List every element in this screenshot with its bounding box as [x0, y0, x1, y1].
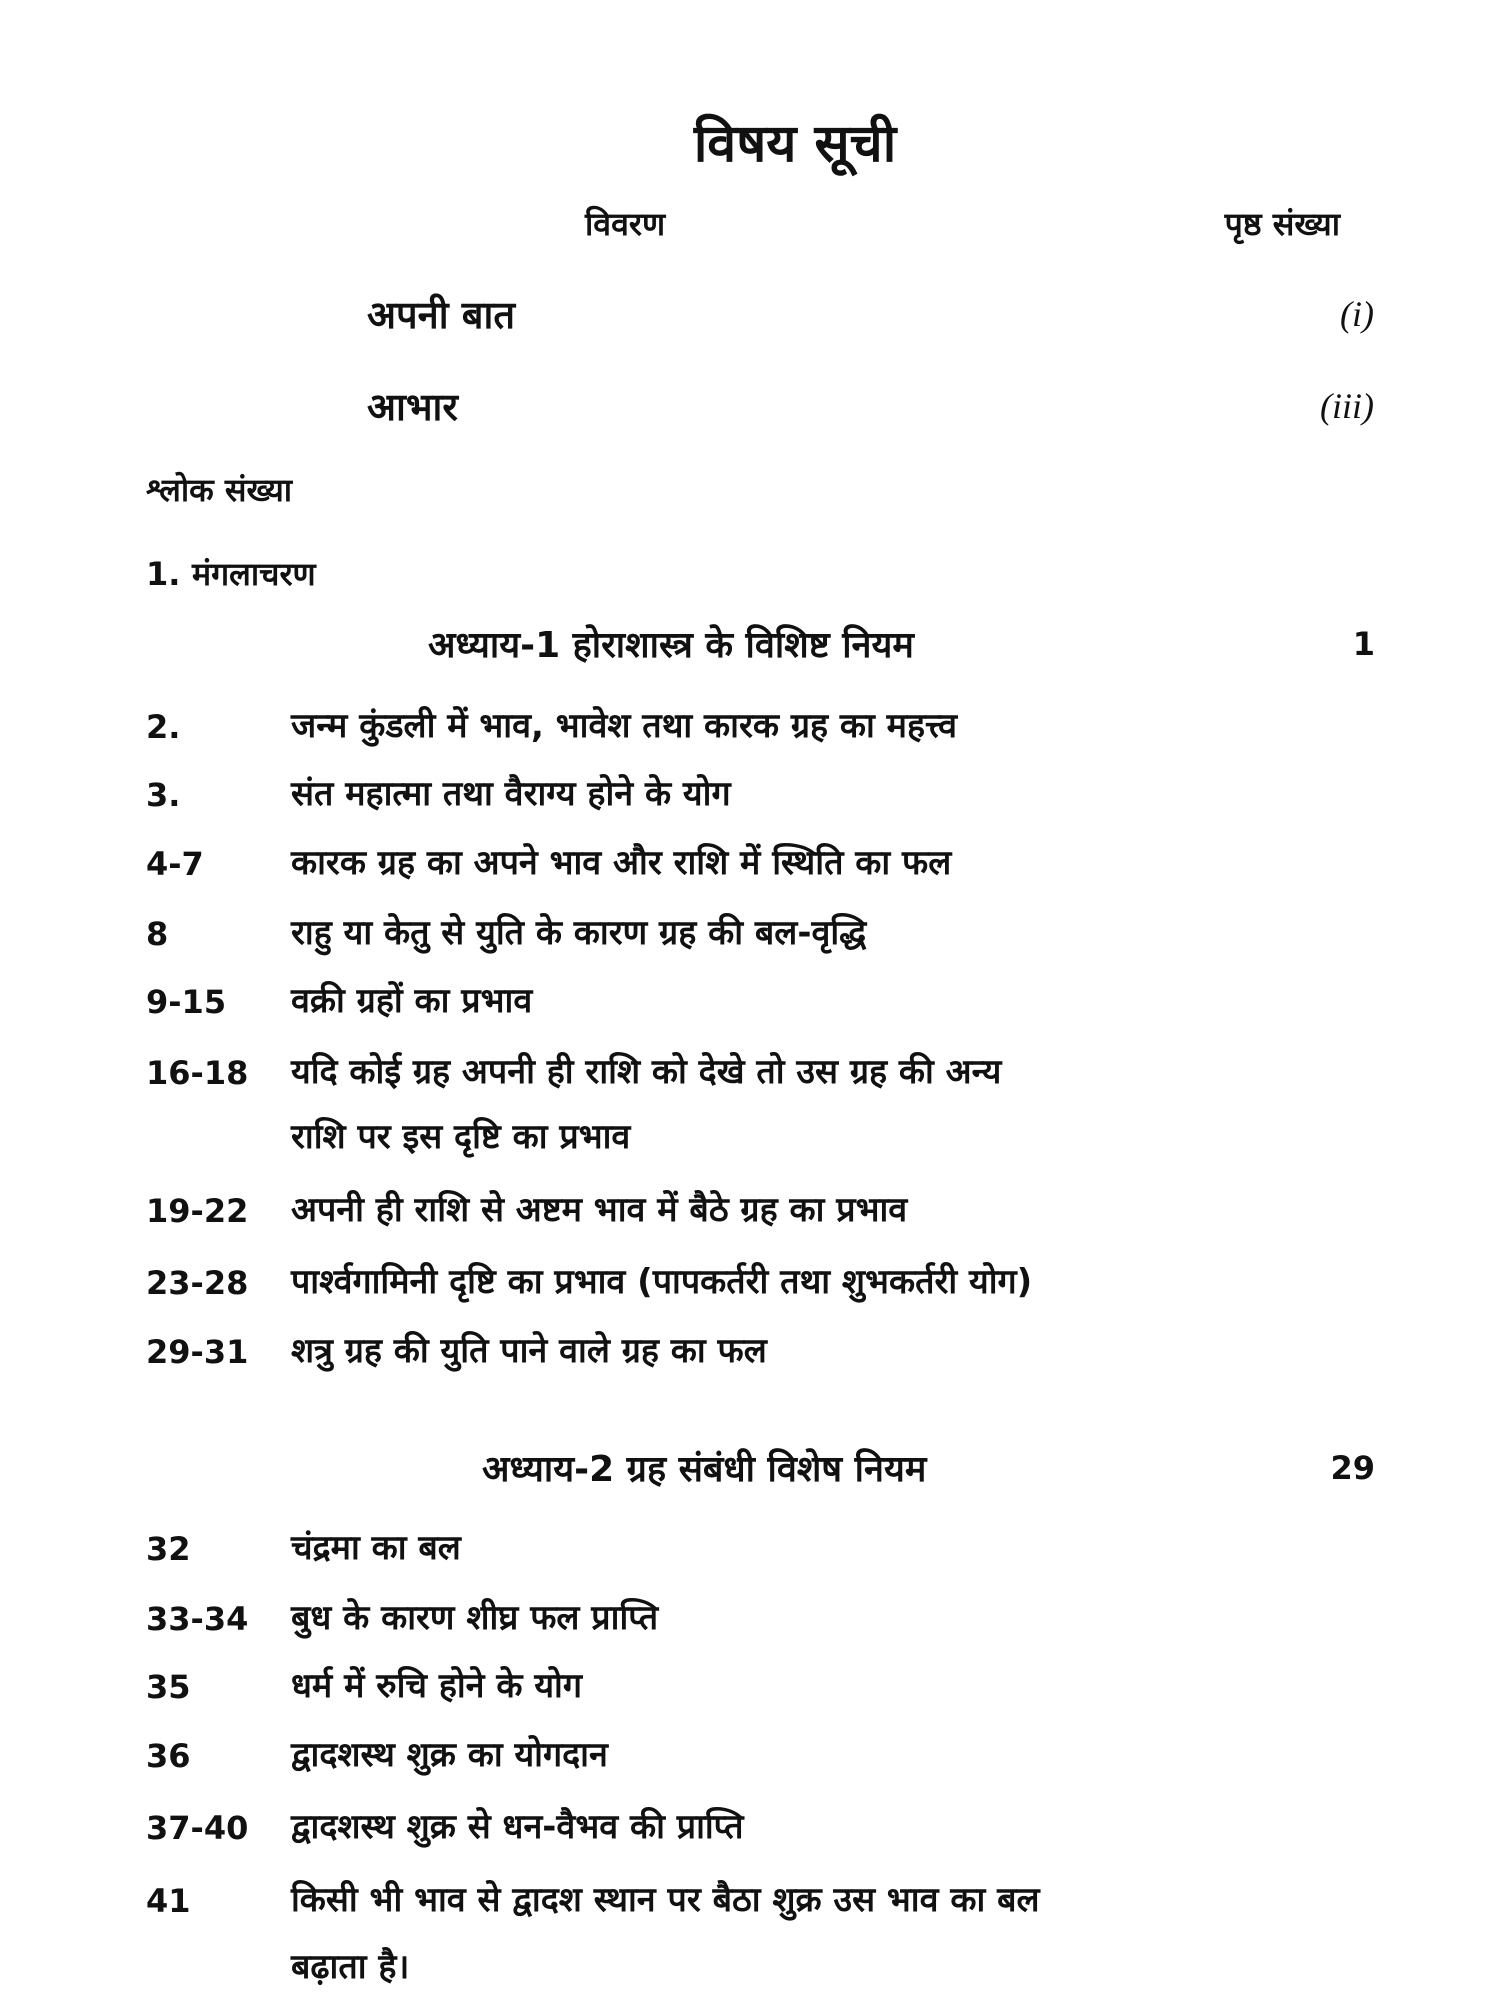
entry-text: राहु या केतु से युति के कारण ग्रह की बल-वृद्धि: [291, 913, 867, 953]
entry-text: शत्रु ग्रह की युति पाने वाले ग्रह का फल: [291, 1331, 767, 1371]
entry-number: 4-7: [146, 845, 204, 883]
entry-text: चंद्रमा का बल: [291, 1528, 461, 1568]
entry-number: 16-18: [146, 1054, 249, 1092]
header-page-number: पृष्ठ संख्या: [1224, 205, 1340, 243]
entry-number: 37-40: [146, 1809, 249, 1847]
entry-text-continued: बढ़ाता है।: [291, 1947, 410, 1987]
entry-text: द्वादशस्थ शुक्र से धन-वैभव की प्राप्ति: [291, 1807, 744, 1847]
entry-text: जन्म कुंडली में भाव, भावेश तथा कारक ग्रह का महत्त्व: [291, 706, 958, 746]
entry-number: 29-31: [146, 1333, 249, 1371]
entry-page: (iii): [1320, 386, 1374, 426]
entry-text: वक्री ग्रहों का प्रभाव: [291, 981, 533, 1021]
chapter-page: 1: [1352, 625, 1375, 663]
entry-number: 32: [146, 1530, 191, 1568]
entry-text: किसी भी भाव से द्वादश स्थान पर बैठा शुक्र उस भाव का बल: [291, 1880, 1040, 1920]
entry-text: द्वादशस्थ शुक्र का योगदान: [291, 1735, 608, 1775]
entry-page: (i): [1340, 294, 1374, 334]
entry-number: 33-34: [146, 1600, 249, 1638]
entry-number: 1.: [146, 555, 181, 593]
entry-text: आभार: [367, 385, 458, 429]
entry-text: पार्श्वगामिनी दृष्टि का प्रभाव (पापकर्तरी तथा शुभकर्तरी योग): [291, 1262, 1033, 1302]
entry-text-continued: राशि पर इस दृष्टि का प्रभाव: [291, 1117, 631, 1157]
entry-text: बुध के कारण शीघ्र फल प्राप्ति: [291, 1598, 659, 1638]
entry-text: अपनी ही राशि से अष्टम भाव में बैठे ग्रह का प्रभाव: [291, 1190, 908, 1230]
entry-text: धर्म में रुचि होने के योग: [291, 1666, 582, 1706]
entry-number: 36: [146, 1737, 191, 1775]
chapter-title: अध्याय-2 ग्रह संबंधी विशेष नियम: [482, 1449, 927, 1490]
chapter-title: अध्याय-1 होराशास्त्र के विशिष्ट नियम: [428, 625, 914, 666]
entry-text: यदि कोई ग्रह अपनी ही राशि को देखे तो उस ग्रह की अन्य: [291, 1052, 1002, 1092]
entry-text: मंगलाचरण: [192, 555, 316, 593]
entry-number: 3.: [146, 776, 181, 814]
entry-number: 19-22: [146, 1192, 249, 1230]
entry-text: संत महात्मा तथा वैराग्य होने के योग: [291, 774, 731, 814]
entry-number: 35: [146, 1668, 191, 1706]
entry-number: 9-15: [146, 983, 227, 1021]
shloka-number-label: श्लोक संख्या: [146, 471, 293, 509]
entry-number: 23-28: [146, 1264, 249, 1302]
page-title: विषय सूची: [693, 114, 897, 174]
entry-number: 8: [146, 915, 169, 953]
entry-number: 2.: [146, 708, 181, 746]
header-description: विवरण: [585, 205, 666, 243]
entry-text: अपनी बात: [367, 293, 515, 337]
chapter-page: 29: [1330, 1449, 1375, 1487]
entry-number: 41: [146, 1882, 191, 1920]
entry-text: कारक ग्रह का अपने भाव और राशि में स्थिति का फल: [291, 843, 952, 883]
